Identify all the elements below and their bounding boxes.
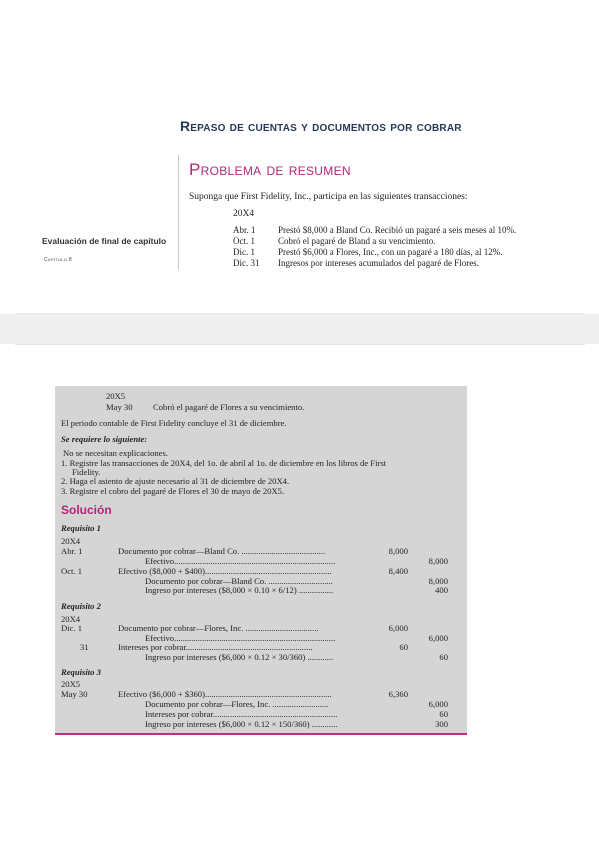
transaction-date: Oct. 1 — [233, 236, 255, 246]
band-bottom-line — [15, 344, 585, 345]
entry-credit: 300 — [435, 719, 448, 729]
side-label: Evaluación de final de capítulo — [42, 236, 167, 246]
solution-heading: Solución — [61, 503, 112, 517]
entry-account: Documento por cobrar—Bland Co. .............................. — [145, 576, 333, 586]
transaction-text: Cobró el pagaré de Flores a su vencimiento. — [153, 402, 305, 412]
transaction-date: Dic. 1 — [233, 247, 255, 257]
entry-credit: 6,000 — [428, 633, 448, 643]
problem-title: Problema de resumen — [189, 160, 351, 179]
entry-credit: 60 — [439, 709, 448, 719]
requirement-1: 1. Registre las transacciones de 20X4, del 1o. de abril al 1o. de diciembre en los libros de First — [61, 458, 387, 468]
entry-account: Efectivo ($8,000 + $400)........................................................... — [118, 566, 332, 576]
entry-credit: 60 — [439, 652, 448, 662]
year-label: 20X4 — [61, 536, 81, 546]
entry-credit: 400 — [435, 585, 448, 595]
entry-date: May 30 — [61, 689, 88, 699]
entry-credit: 6,000 — [428, 699, 448, 709]
requirement-3-header: Requisito 3 — [61, 667, 101, 677]
period-note: El periodo contable de First Fidelity concluye el 31 de diciembre. — [61, 418, 287, 428]
entry-date: Oct. 1 — [61, 566, 83, 576]
transaction-text: Ingresos por intereses acumulados del pagaré de Flores. — [278, 258, 479, 268]
entry-account: Documento por cobrar—Flores, Inc. .......................... — [145, 699, 329, 709]
entry-account: Efectivo ($6,000 + $360)........................................................... — [118, 689, 332, 699]
transaction-text: Prestó $6,000 a Flores, Inc., con un pagaré a 180 días, al 12%. — [278, 247, 503, 257]
problem-intro: Suponga que First Fidelity, Inc., participa en las siguientes transacciones: — [189, 192, 468, 202]
requirement-1-cont: Fidelity. — [72, 467, 101, 477]
entry-account: Documento por cobrar—Bland Co. ....................................... — [118, 546, 326, 556]
entry-date: Dic. 1 — [61, 623, 83, 633]
requirement-3: 3. Registre el cobro del pagaré de Flores el 30 de mayo de 20X5. — [61, 486, 285, 496]
entry-debit: 8,400 — [388, 566, 408, 576]
entry-debit: 60 — [399, 642, 408, 652]
year-label: 20X4 — [233, 209, 255, 219]
year-label: 20X5 — [106, 391, 126, 401]
entry-account: Efectivo........................................................................... — [145, 556, 336, 566]
chapter-number: Capítulo 8 — [44, 257, 72, 263]
requirement-1-header: Requisito 1 — [61, 523, 101, 533]
transaction-date: May 30 — [106, 402, 133, 412]
required-header: Se requiere lo siguiente: — [61, 434, 148, 444]
entry-account: Ingreso por intereses ($6,000 × 0.12 × 30/360) ............ — [145, 652, 334, 662]
transaction-text: Prestó $8,000 a Bland Co. Recibió un pagaré a seis meses al 10%. — [278, 225, 517, 235]
entry-date: 31 — [80, 642, 89, 652]
entry-account: Efectivo........................................................................... — [145, 633, 336, 643]
entry-account: Intereses por cobrar.......................................................... — [145, 709, 338, 719]
year-label: 20X5 — [61, 679, 81, 689]
no-explanation-note: No se necesitan explicaciones. — [63, 448, 168, 458]
entry-account: Intereses por cobrar........................................................... — [118, 642, 313, 652]
requirement-2: 2. Haga el asiento de ajuste necesario al 31 de diciembre de 20X4. — [61, 476, 290, 486]
transaction-text: Cobró el pagaré de Bland a su vencimiento. — [278, 236, 436, 246]
entry-account: Documento por cobrar—Flores, Inc. .................................. — [118, 623, 319, 633]
entry-debit: 8,000 — [388, 546, 408, 556]
panel-bottom-rule — [55, 733, 467, 735]
section-divider — [178, 155, 179, 270]
year-label: 20X4 — [61, 614, 81, 624]
entry-debit: 6,360 — [388, 689, 408, 699]
entry-account: Ingreso por intereses ($6,000 × 0.12 × 150/360) ............ — [145, 719, 338, 729]
transaction-date: Abr. 1 — [233, 225, 256, 235]
transaction-date: Dic. 31 — [233, 258, 260, 268]
page-gap-band — [0, 314, 599, 344]
entry-credit: 8,000 — [428, 556, 448, 566]
entry-date: Abr. 1 — [61, 546, 83, 556]
requirement-2-header: Requisito 2 — [61, 601, 101, 611]
entry-account: Ingreso por intereses ($8,000 × 0.10 × 6/12) ................ — [145, 585, 334, 595]
entry-debit: 6,000 — [388, 623, 408, 633]
chapter-title: Repaso de cuentas y documentos por cobrar — [180, 118, 462, 134]
entry-credit: 8,000 — [428, 576, 448, 586]
